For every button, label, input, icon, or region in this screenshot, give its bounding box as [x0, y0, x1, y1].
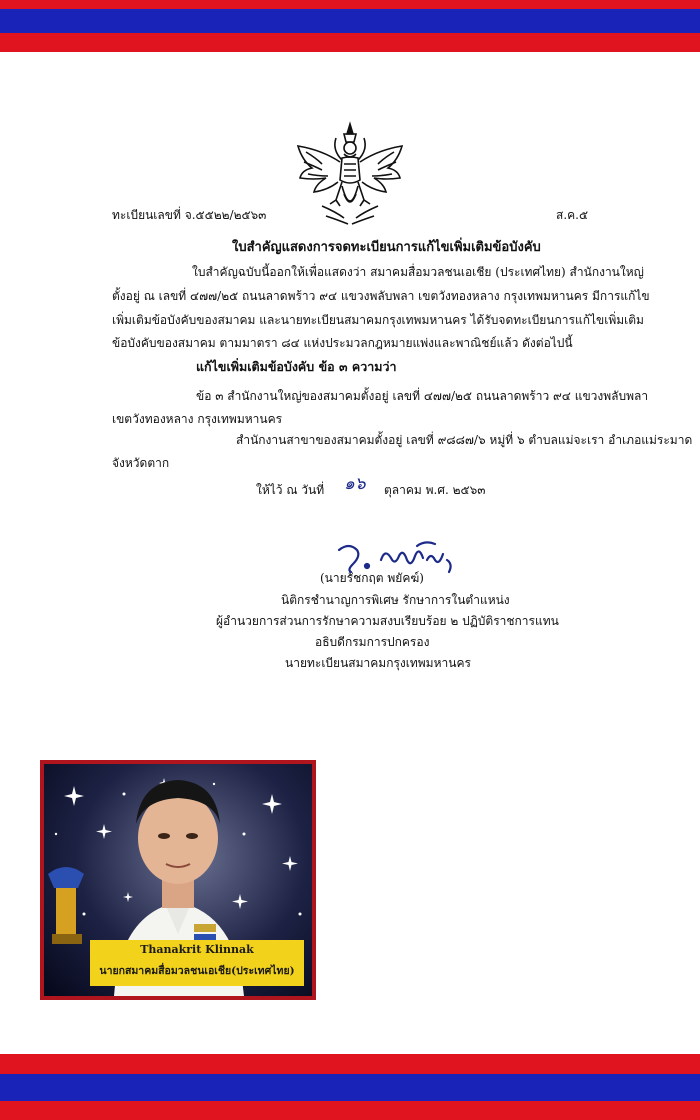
signer-title-1: นิติกรชำนาญการพิเศษ รักษาการในตำแหน่ง — [281, 593, 510, 607]
section-heading: แก้ไขเพิ่มเติมข้อบังคับ ข้อ ๓ ความว่า — [196, 359, 397, 374]
para1-line3: เพิ่มเติมข้อบังคับของสมาคม และนายทะเบียนสมาคมกรุงเทพมหานคร ได้รับจดทะเบียนการแก้ไขเพิ่มเติม — [112, 313, 644, 327]
portrait-photo-frame — [40, 760, 316, 1000]
signer-name: (นายรัชกฤต พยัคฆ์) — [320, 571, 424, 585]
signer-title-3: อธิบดีกรมการปกครอง — [315, 635, 430, 649]
date-day: ๑๖ — [344, 474, 366, 494]
para2-line1: ข้อ ๓ สำนักงานใหญ่ของสมาคมตั้งอยู่ เลขที่ ๔๗๗/๒๕ ถนนลาดพร้าว ๙๔ แขวงพลับพลา — [196, 389, 649, 403]
garuda-emblem-icon — [292, 120, 408, 228]
caption-position: นายกสมาคมสื่อมวลชนเอเชีย(ประเทศไทย) — [99, 965, 295, 977]
bottom-red-band-lower — [0, 1101, 700, 1120]
para3-line2: จังหวัดตาก — [112, 456, 170, 470]
para1-line4: ข้อบังคับของสมาคม ตามมาตรา ๘๔ แห่งประมวลกฎหมายแพ่งและพาณิชย์แล้ว ดังต่อไปนี้ — [112, 336, 573, 350]
para2-line2: เขตวังทองหลาง กรุงเทพมหานคร — [112, 412, 283, 426]
form-code: ส.ค.๕ — [556, 208, 589, 222]
bottom-red-band — [0, 1054, 700, 1074]
date-suffix: ตุลาคม พ.ศ. ๒๕๖๓ — [384, 483, 486, 497]
signer-title-2: ผู้อำนวยการส่วนการรักษาความสงบเรียบร้อย ๒ ปฏิบัติราชการแทน — [216, 614, 559, 628]
para3-line1: สำนักงานสาขาของสมาคมตั้งอยู่ เลขที่ ๙๘๘๗/๖ หมู่ที่ ๖ ตำบลแม่จะเรา อำเภอแม่ระมาด — [236, 433, 693, 447]
signer-title-4: นายทะเบียนสมาคมกรุงเทพมหานคร — [285, 656, 471, 670]
date-prefix: ให้ไว้ ณ วันที่ — [256, 483, 325, 497]
registration-number: ทะเบียนเลขที่ จ.๕๕๒๒/๒๕๖๓ — [112, 208, 267, 222]
caption-name: Thanakrit Klinnak — [140, 943, 254, 956]
bottom-blue-band — [0, 1074, 700, 1101]
certificate-title: ใบสำคัญแสดงการจดทะเบียนการแก้ไขเพิ่มเติมข้อบังคับ — [232, 240, 541, 255]
para1-line2: ตั้งอยู่ ณ เลขที่ ๔๗๗/๒๕ ถนนลาดพร้าว ๙๔ แขวงพลับพลา เขตวังทองหลาง กรุงเทพมหานคร มีการแก้ไข — [112, 289, 650, 303]
para1-line1: ใบสำคัญฉบับนี้ออกให้เพื่อแสดงว่า สมาคมสื่อมวลชนเอเชีย (ประเทศไทย) สำนักงานใหญ่ — [192, 265, 644, 279]
portrait-photo — [44, 764, 312, 996]
photo-caption — [90, 940, 304, 986]
